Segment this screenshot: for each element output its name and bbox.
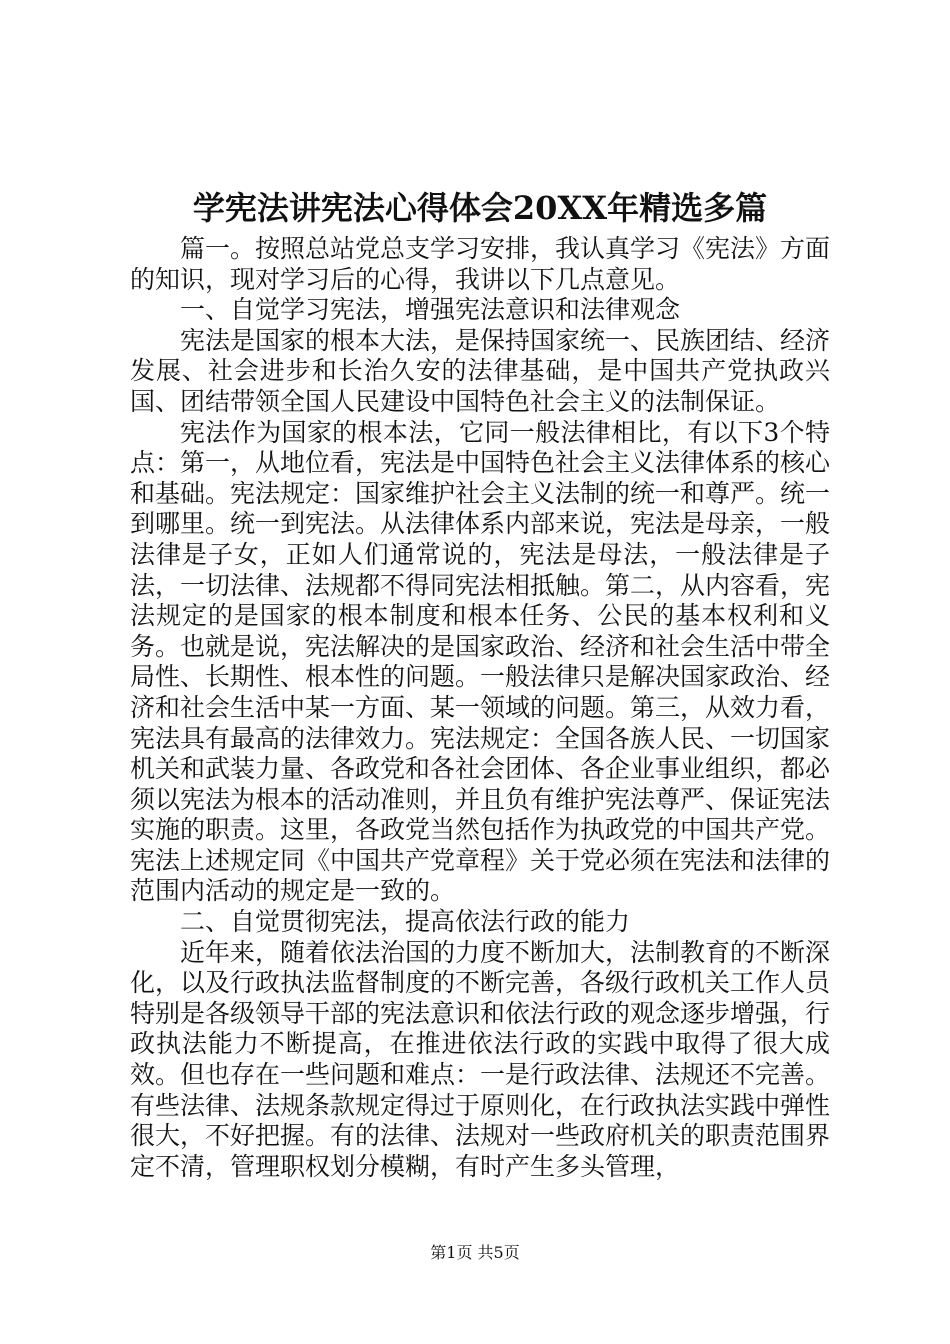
- section-heading-1: 一、自觉学习宪法，增强宪法意识和法律观念: [180, 295, 681, 325]
- paragraph-administration: 近年来，随着依法治国的力度不断加大，法制教育的不断深化，以及行政执法监督制度的不断完善，各级行政机关工作人员特别是各级领导干部的宪法意识和依法行政的观念逐步增强，行政执法能力不断提高，在推进依法行政的实践中取得了很大成效。但也存在一些问题和难点：一是行政法律、法规还不完善。有些法律、法规条款规定得过于原则化，在行政执法实践中弹性很大，不好把握。有的法律、法规对一些政府机关的职责范围界定不清，管理职权划分模糊，有时产生多头管理，: [130, 937, 831, 1181]
- paragraph-intro: 篇一。按照总站党总支学习安排，我认真学习《宪法》方面的知识，现对学习后的心得，我讲以下几点意见。: [130, 234, 831, 294]
- paragraph-constitution-basis: 宪法是国家的根本大法，是保持国家统一、民族团结、经济发展、社会进步和长治久安的法律基础，是中国共产党执政兴国、团结带领全国人民建设中国特色社会主义的法制保证。: [130, 325, 831, 416]
- document-title: 学宪法讲宪法心得体会20XX年精选多篇: [192, 189, 768, 227]
- paragraph-constitution-features: 宪法作为国家的根本法，它同一般法律相比，有以下3个特点：第一，从地位看，宪法是中国特色社会主义法律体系的核心和基础。宪法规定：国家维护社会主义法制的统一和尊严。统一到哪里。统一到宪法。从法律体系内部来说，宪法是母亲，一般法律是子女，正如人们通常说的，宪法是母法，一般法律是子法，一切法律、法规都不得同宪法相抵触。第二，从内容看，宪法规定的是国家的根本制度和根本任务、公民的基本权利和义务。也就是说，宪法解决的是国家政治、经济和社会生活中带全局性、长期性、根本性的问题。一般法律只是解决国家政治、经济和社会生活中某一方面、某一领域的问题。第三，从效力看，宪法具有最高的法律效力。宪法规定：全国各族人民、一切国家机关和武装力量、各政党和各社会团体、各企业事业组织，都必须以宪法为根本的活动准则，并且负有维护宪法尊严、保证宪法实施的职责。这里，各政党当然包括作为执政党的中国共产党。宪法上述规定同《中国共产党章程》关于党必须在宪法和法律的范围内活动的规定是一致的。: [130, 417, 831, 906]
- document-body: [130, 234, 830, 1182]
- page-number-footer: 第1页 共5页: [430, 1243, 520, 1262]
- section-heading-2: 二、自觉贯彻宪法，提高依法行政的能力: [180, 907, 631, 937]
